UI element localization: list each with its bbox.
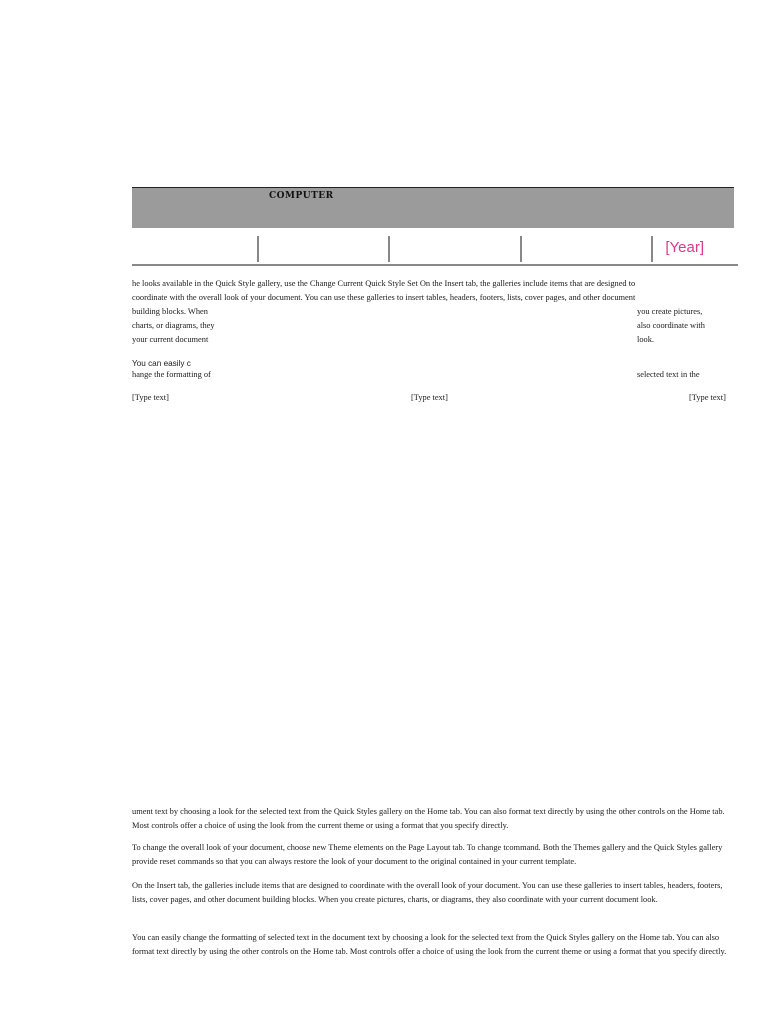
cell-divider: [257, 236, 259, 262]
cell-divider: [520, 236, 522, 262]
paragraph: On the Insert tab, the galleries include items that are designed to coordinate with the overall look of your document. You can use these galleries to insert tables, headers, footers, lists, cover pages, and other document building blocks. When you create pictures, charts, or diagrams, they also coordinate with your current document look.: [132, 881, 723, 904]
year-placeholder[interactable]: [Year]: [665, 239, 704, 256]
body-line: he looks available in the Quick Style gallery, use the Change Current Quick Style Set On the Insert tab, the galleries include items that are designed to: [132, 279, 636, 288]
header-cells-row: [132, 236, 738, 266]
body-line: coordinate with the overall look of your document. You can use these galleries to insert tables, headers, footers, lists, cover pages, and other document: [132, 293, 636, 302]
body-line-right: selected text in the: [637, 370, 700, 379]
footer-right-placeholder[interactable]: [Type text]: [689, 393, 726, 402]
body-line-right: you create pictures,: [637, 307, 703, 316]
body-line-left: your current document: [132, 335, 209, 344]
header-title[interactable]: COMPUTER: [269, 191, 334, 201]
cell-divider: [651, 236, 653, 262]
cell-divider: [388, 236, 390, 262]
paragraph: You can easily change the formatting of selected text in the document text by choosing a look for the selected text from the Quick Styles gallery on the Home tab. You can also format text directly by using the other controls on the Home tab. Most controls offer a choice of using the look from the current theme or using a format that you specify directly.: [132, 933, 727, 956]
paragraph: To change the overall look of your document, choose new Theme elements on the Page Layout tab. To change tcommand. Both the Themes gallery and the Quick Styles gallery provide reset commands so that you can always restore the look of your document to the original contained in your current template.: [132, 843, 723, 866]
footer-center-placeholder[interactable]: [Type text]: [411, 393, 448, 402]
body-line-left: building blocks. When: [132, 307, 208, 316]
body-line-left: charts, or diagrams, they: [132, 321, 215, 330]
body-line-right: also coordinate with: [637, 321, 705, 330]
footer-left-placeholder[interactable]: [Type text]: [132, 393, 169, 402]
body-line-left: You can easily c: [132, 359, 191, 368]
body-line-right: look.: [637, 335, 654, 344]
header-band: [132, 187, 734, 228]
body-line-left: hange the formatting of: [132, 370, 211, 379]
paragraph: ument text by choosing a look for the selected text from the Quick Styles gallery on the Home tab. You can also format text directly by using the other controls on the Home tab. Most controls offer a choice of using the look from the current theme or using a format that you specify directly.: [132, 807, 725, 830]
